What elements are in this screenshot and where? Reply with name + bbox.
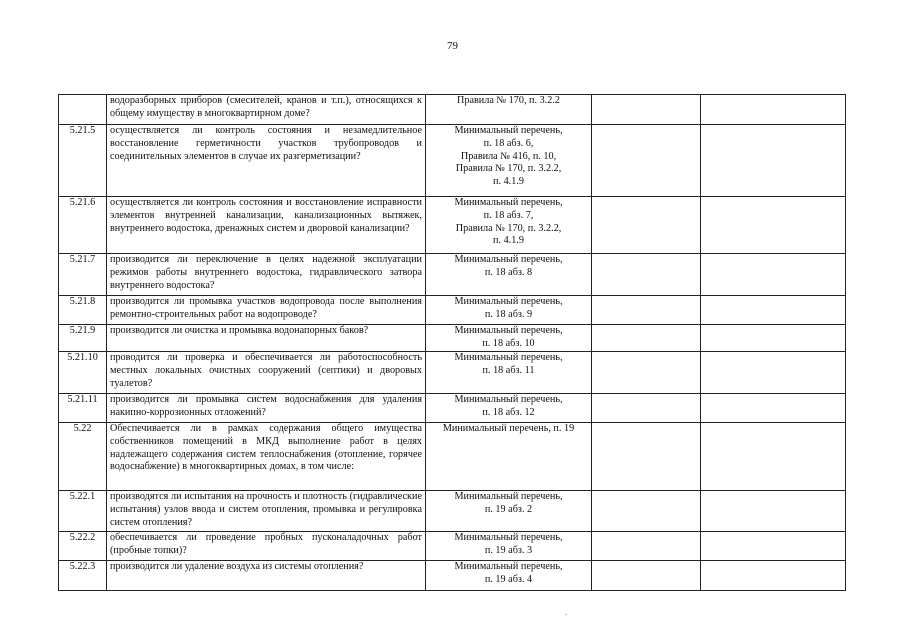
table-row	[59, 296, 846, 325]
row-note-cell	[701, 561, 846, 591]
row-question: осуществляется ли контроль состояния и незамедлительное восстановление герметичности участков трубопроводов и соединительных элементов в случае их разгерметизации?	[107, 125, 426, 197]
row-note-cell	[701, 394, 846, 423]
row-reference: Минимальный перечень, п. 18 абз. 9	[426, 296, 592, 325]
row-note-cell	[701, 125, 846, 197]
row-reference: Минимальный перечень, п. 18 абз. 11	[426, 352, 592, 394]
row-note-cell	[701, 491, 846, 532]
row-answer-cell	[592, 532, 701, 561]
row-answer-cell	[592, 254, 701, 296]
row-reference: Правила № 170, п. 3.2.2	[426, 95, 592, 125]
row-question: водоразборных приборов (смесителей, кранов и т.п.), относящихся к общему имуществу в многоквартирном доме?	[107, 95, 426, 125]
table-row	[59, 532, 846, 561]
row-reference: Минимальный перечень, п. 19 абз. 3	[426, 532, 592, 561]
table-body	[59, 95, 846, 591]
row-number: 5.21.9	[59, 325, 107, 352]
row-answer-cell	[592, 491, 701, 532]
table-row	[59, 254, 846, 296]
row-note-cell	[701, 254, 846, 296]
row-note-cell	[701, 352, 846, 394]
row-number: 5.22.3	[59, 561, 107, 591]
row-answer-cell	[592, 125, 701, 197]
table-row	[59, 423, 846, 491]
table-row	[59, 394, 846, 423]
row-question: производится ли очистка и промывка водонапорных баков?	[107, 325, 426, 352]
table-row	[59, 325, 846, 352]
page-number: 79	[447, 40, 458, 52]
checklist-table	[58, 94, 846, 591]
row-reference: Минимальный перечень, п. 19	[426, 423, 592, 491]
row-answer-cell	[592, 394, 701, 423]
row-question: производится ли промывка систем водоснабжения для удаления накипно-коррозионных отложений?	[107, 394, 426, 423]
row-number: 5.22	[59, 423, 107, 491]
row-answer-cell	[592, 561, 701, 591]
row-number: 5.21.11	[59, 394, 107, 423]
table-row	[59, 125, 846, 197]
row-number: 5.22.2	[59, 532, 107, 561]
row-number: 5.21.5	[59, 125, 107, 197]
row-answer-cell	[592, 325, 701, 352]
table-row	[59, 352, 846, 394]
row-question: осуществляется ли контроль состояния и восстановление исправности элементов внутренней канализации, канализационных вытяжек, внутреннего водостока, дренажных систем и дворовой канализации?	[107, 197, 426, 254]
row-question: производится ли удаление воздуха из системы отопления?	[107, 561, 426, 591]
table-row	[59, 197, 846, 254]
row-number	[59, 95, 107, 125]
row-reference: Минимальный перечень, п. 18 абз. 6, Правила № 416, п. 10, Правила № 170, п. 3.2.2, п. 4.1.9	[426, 125, 592, 197]
row-reference: Минимальный перечень, п. 18 абз. 10	[426, 325, 592, 352]
table-row	[59, 561, 846, 591]
row-note-cell	[701, 197, 846, 254]
row-answer-cell	[592, 296, 701, 325]
row-note-cell	[701, 325, 846, 352]
row-answer-cell	[592, 423, 701, 491]
row-number: 5.21.10	[59, 352, 107, 394]
row-answer-cell	[592, 352, 701, 394]
row-number: 5.21.6	[59, 197, 107, 254]
row-question: проводится ли проверка и обеспечивается ли работоспособность местных локальных очистных сооружений (септики) и дворовых туалетов?	[107, 352, 426, 394]
row-question: производится ли переключение в целях надежной эксплуатации режимов работы внутреннего водостока, гидравлического затвора внутреннего водостока?	[107, 254, 426, 296]
row-note-cell	[701, 296, 846, 325]
row-number: 5.21.8	[59, 296, 107, 325]
row-question: Обеспечивается ли в рамках содержания общего имущества собственников помещений в МКД выполнение работ в целях надлежащего содержания систем теплоснабжения (отопление, горячее водоснабжение) в многоквартирных домах, в том числе:	[107, 423, 426, 491]
row-answer-cell	[592, 95, 701, 125]
table-row	[59, 491, 846, 532]
row-reference: Минимальный перечень, п. 18 абз. 8	[426, 254, 592, 296]
row-answer-cell	[592, 197, 701, 254]
row-question: производится ли промывка участков водопровода после выполнения ремонтно-строительных работ на водопроводе?	[107, 296, 426, 325]
row-reference: Минимальный перечень, п. 19 абз. 4	[426, 561, 592, 591]
row-note-cell	[701, 532, 846, 561]
scan-artifact-dot: .	[565, 608, 567, 617]
row-note-cell	[701, 423, 846, 491]
row-number: 5.21.7	[59, 254, 107, 296]
row-question: производятся ли испытания на прочность и плотность (гидравлические испытания) узлов ввода и систем отопления, промывка и регулировка систем отопления?	[107, 491, 426, 532]
row-note-cell	[701, 95, 846, 125]
row-reference: Минимальный перечень, п. 18 абз. 7, Правила № 170, п. 3.2.2, п. 4.1.9	[426, 197, 592, 254]
row-number: 5.22.1	[59, 491, 107, 532]
table-row	[59, 95, 846, 125]
row-question: обеспечивается ли проведение пробных пусконаладочных работ (пробные топки)?	[107, 532, 426, 561]
row-reference: Минимальный перечень, п. 19 абз. 2	[426, 491, 592, 532]
row-reference: Минимальный перечень, п. 18 абз. 12	[426, 394, 592, 423]
